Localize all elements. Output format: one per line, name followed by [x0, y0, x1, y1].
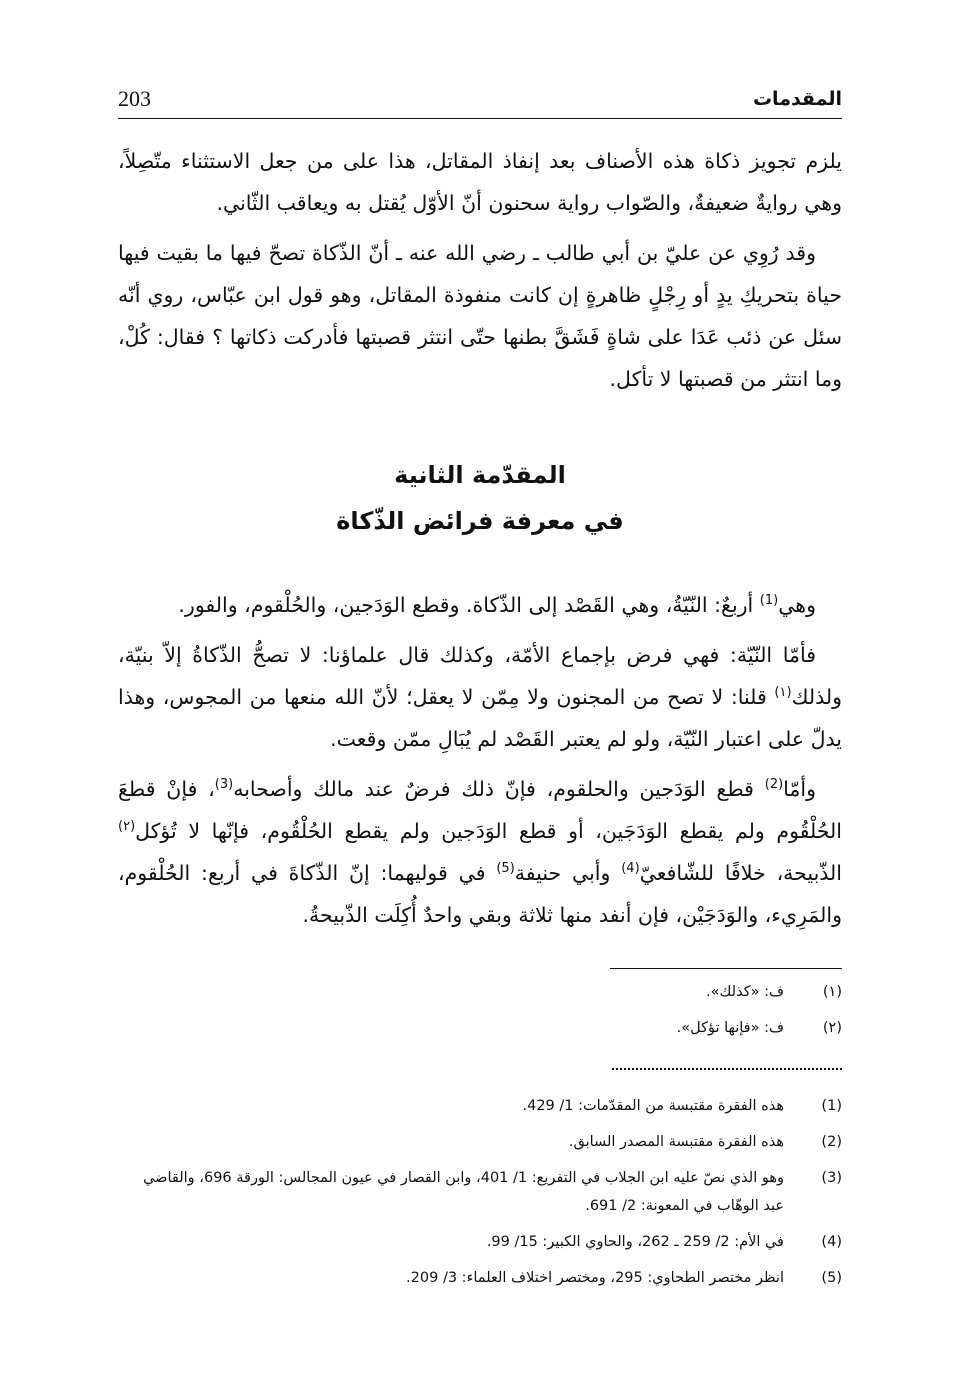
note-number: (١) [822, 984, 842, 1000]
footnote [118, 1092, 842, 1120]
footnote [118, 1164, 842, 1220]
footnote-ref: (٢) [118, 819, 136, 835]
footnote-ref: (5) [496, 861, 515, 877]
text-run: قلنا: لا تصح من المجنون ولا مِمّن لا يعقل؛ لأنّ الله منعها من المجوس، وهذا يدلّ على اعتبار النّيّة، ولو لم يعتبر القَصْد لم يُبَالِ ممّن وقعت. [118, 685, 842, 751]
text-run: الذّبيحة، خلافًا للشّافعيّ [639, 861, 843, 885]
top-text-block [118, 140, 842, 408]
paragraph: وقد رُوِي عن عليّ بن أبي طالب ـ رضي الله عنه ـ أنّ الذّكاة تصحّ فيها ما بقيت فيها حياة بتحريكِ يدٍ أو رِجْلٍ ظاهرةٍ إن كانت منفوذة المقاتل، وهو قول ابن عبّاس، روي أنّه سئل عن ذئب عَدَا على شاةٍ فَشَقَّ بطنها حتّى انتثر قصبتها فأدركت ذكاتها ؟ فقال: كُلْ، وما انتثر من قصبتها لا تأكل. [118, 241, 842, 391]
footnote-ref: (١) [774, 685, 792, 701]
footnotes [118, 1092, 842, 1300]
variant-note [118, 1014, 842, 1042]
note-text: ف: «فإنها تؤكل». [676, 1020, 784, 1036]
footnote-ref: (3) [214, 777, 234, 793]
page-number: 203 [118, 86, 151, 111]
variant-notes [118, 978, 842, 1050]
text-run: وهي [778, 593, 816, 617]
footnote-text: وهو الذي نصّ عليه ابن الجلاب في التفريع: 1/ 401، وابن القصار في عيون المجالس: الورقة 696، والقاضي عبد الوهّاب في المعونة: 2/ 691. [143, 1170, 784, 1214]
footnote-number: (3) [821, 1170, 842, 1186]
paragraph [118, 768, 842, 936]
text-run: قطع الوَدَجين والحلقوم، فإنّ ذلك فرضٌ عند مالك وأصحابه [233, 777, 765, 801]
footnote-text: هذه الفقرة مقتبسة من المقدّمات: 1/ 429. [522, 1098, 784, 1114]
note-text: ف: «كذلك». [705, 984, 784, 1000]
section-text-block [118, 584, 842, 944]
footnote [118, 1128, 842, 1156]
footnote [118, 1264, 842, 1292]
section-title: المقدّمة الثانية [394, 461, 566, 489]
footnote-ref: (2) [764, 777, 784, 793]
paragraph [118, 634, 842, 760]
footnote-text: هذه الفقرة مقتبسة المصدر السابق. [568, 1134, 784, 1150]
variant-note [118, 978, 842, 1006]
paragraph: يلزم تجويز ذكاة هذه الأصناف بعد إنفاذ المقاتل، هذا على من جعل الاستثناء متّصِلاً، وهي روايةٌ ضعيفةٌ، والصّواب رواية سحنون أنّ الأوّل يُقتل به ويعاقب الثّاني. [118, 149, 842, 215]
text-run: أربعٌ: النّيّةُ، وهي القَصْد إلى الذّكاة. وقطع الوَدَجين، والحُلْقوم، والفور. [178, 593, 760, 617]
footnote-ref: (4) [621, 861, 640, 877]
text-run: فأمّا النّيّة: فهي فرض بإجماع الأمّة، وكذلك قال علماؤنا: لا تصحُّ الذّكاةُ إلاّ بنيّة، ولذلك [118, 643, 842, 709]
note-number: (٢) [822, 1020, 842, 1036]
section-heading [118, 452, 842, 544]
text-run: وأمّا [783, 777, 816, 801]
text-run: وأبي حنيفة [514, 861, 622, 885]
dotted-divider [612, 1068, 842, 1070]
section-subtitle: في معرفة فرائض الذّكاة [336, 507, 624, 535]
footnote-text: في الأم: 2/ 259 ـ 262، والحاوي الكبير: 15/ 99. [486, 1234, 784, 1250]
footnote-number: (4) [821, 1234, 842, 1250]
footnote-number: (5) [821, 1270, 842, 1286]
footnote-number: (1) [821, 1098, 842, 1114]
text-run: ، فإنْ قطعَ الحُلْقُوم ولم يقطع الوَدَجَين، أو قطع الوَدَجين ولم يقطع الحُلْقُوم، فإنّها لا تُؤكل [118, 777, 842, 843]
footnote [118, 1228, 842, 1256]
footnote-ref: (1) [759, 593, 779, 609]
footnote-text: انظر مختصر الطحاوي: 295، ومختصر اختلاف العلماء: 3/ 209. [406, 1270, 784, 1286]
footnote-divider [610, 968, 842, 969]
text-run: في قوليهما: إنّ الذّكاةَ في أربع: الحُلْقوم، والمَرِيء، والوَدَجَيْن، فإن أنفد منها ثلاثة وبقي واحدٌ أُكِلَت الذّبيحةُ. [118, 861, 842, 927]
paragraph [118, 584, 842, 626]
footnote-number: (2) [821, 1134, 842, 1150]
page-header [118, 84, 842, 119]
running-head: المقدمات [752, 88, 842, 110]
